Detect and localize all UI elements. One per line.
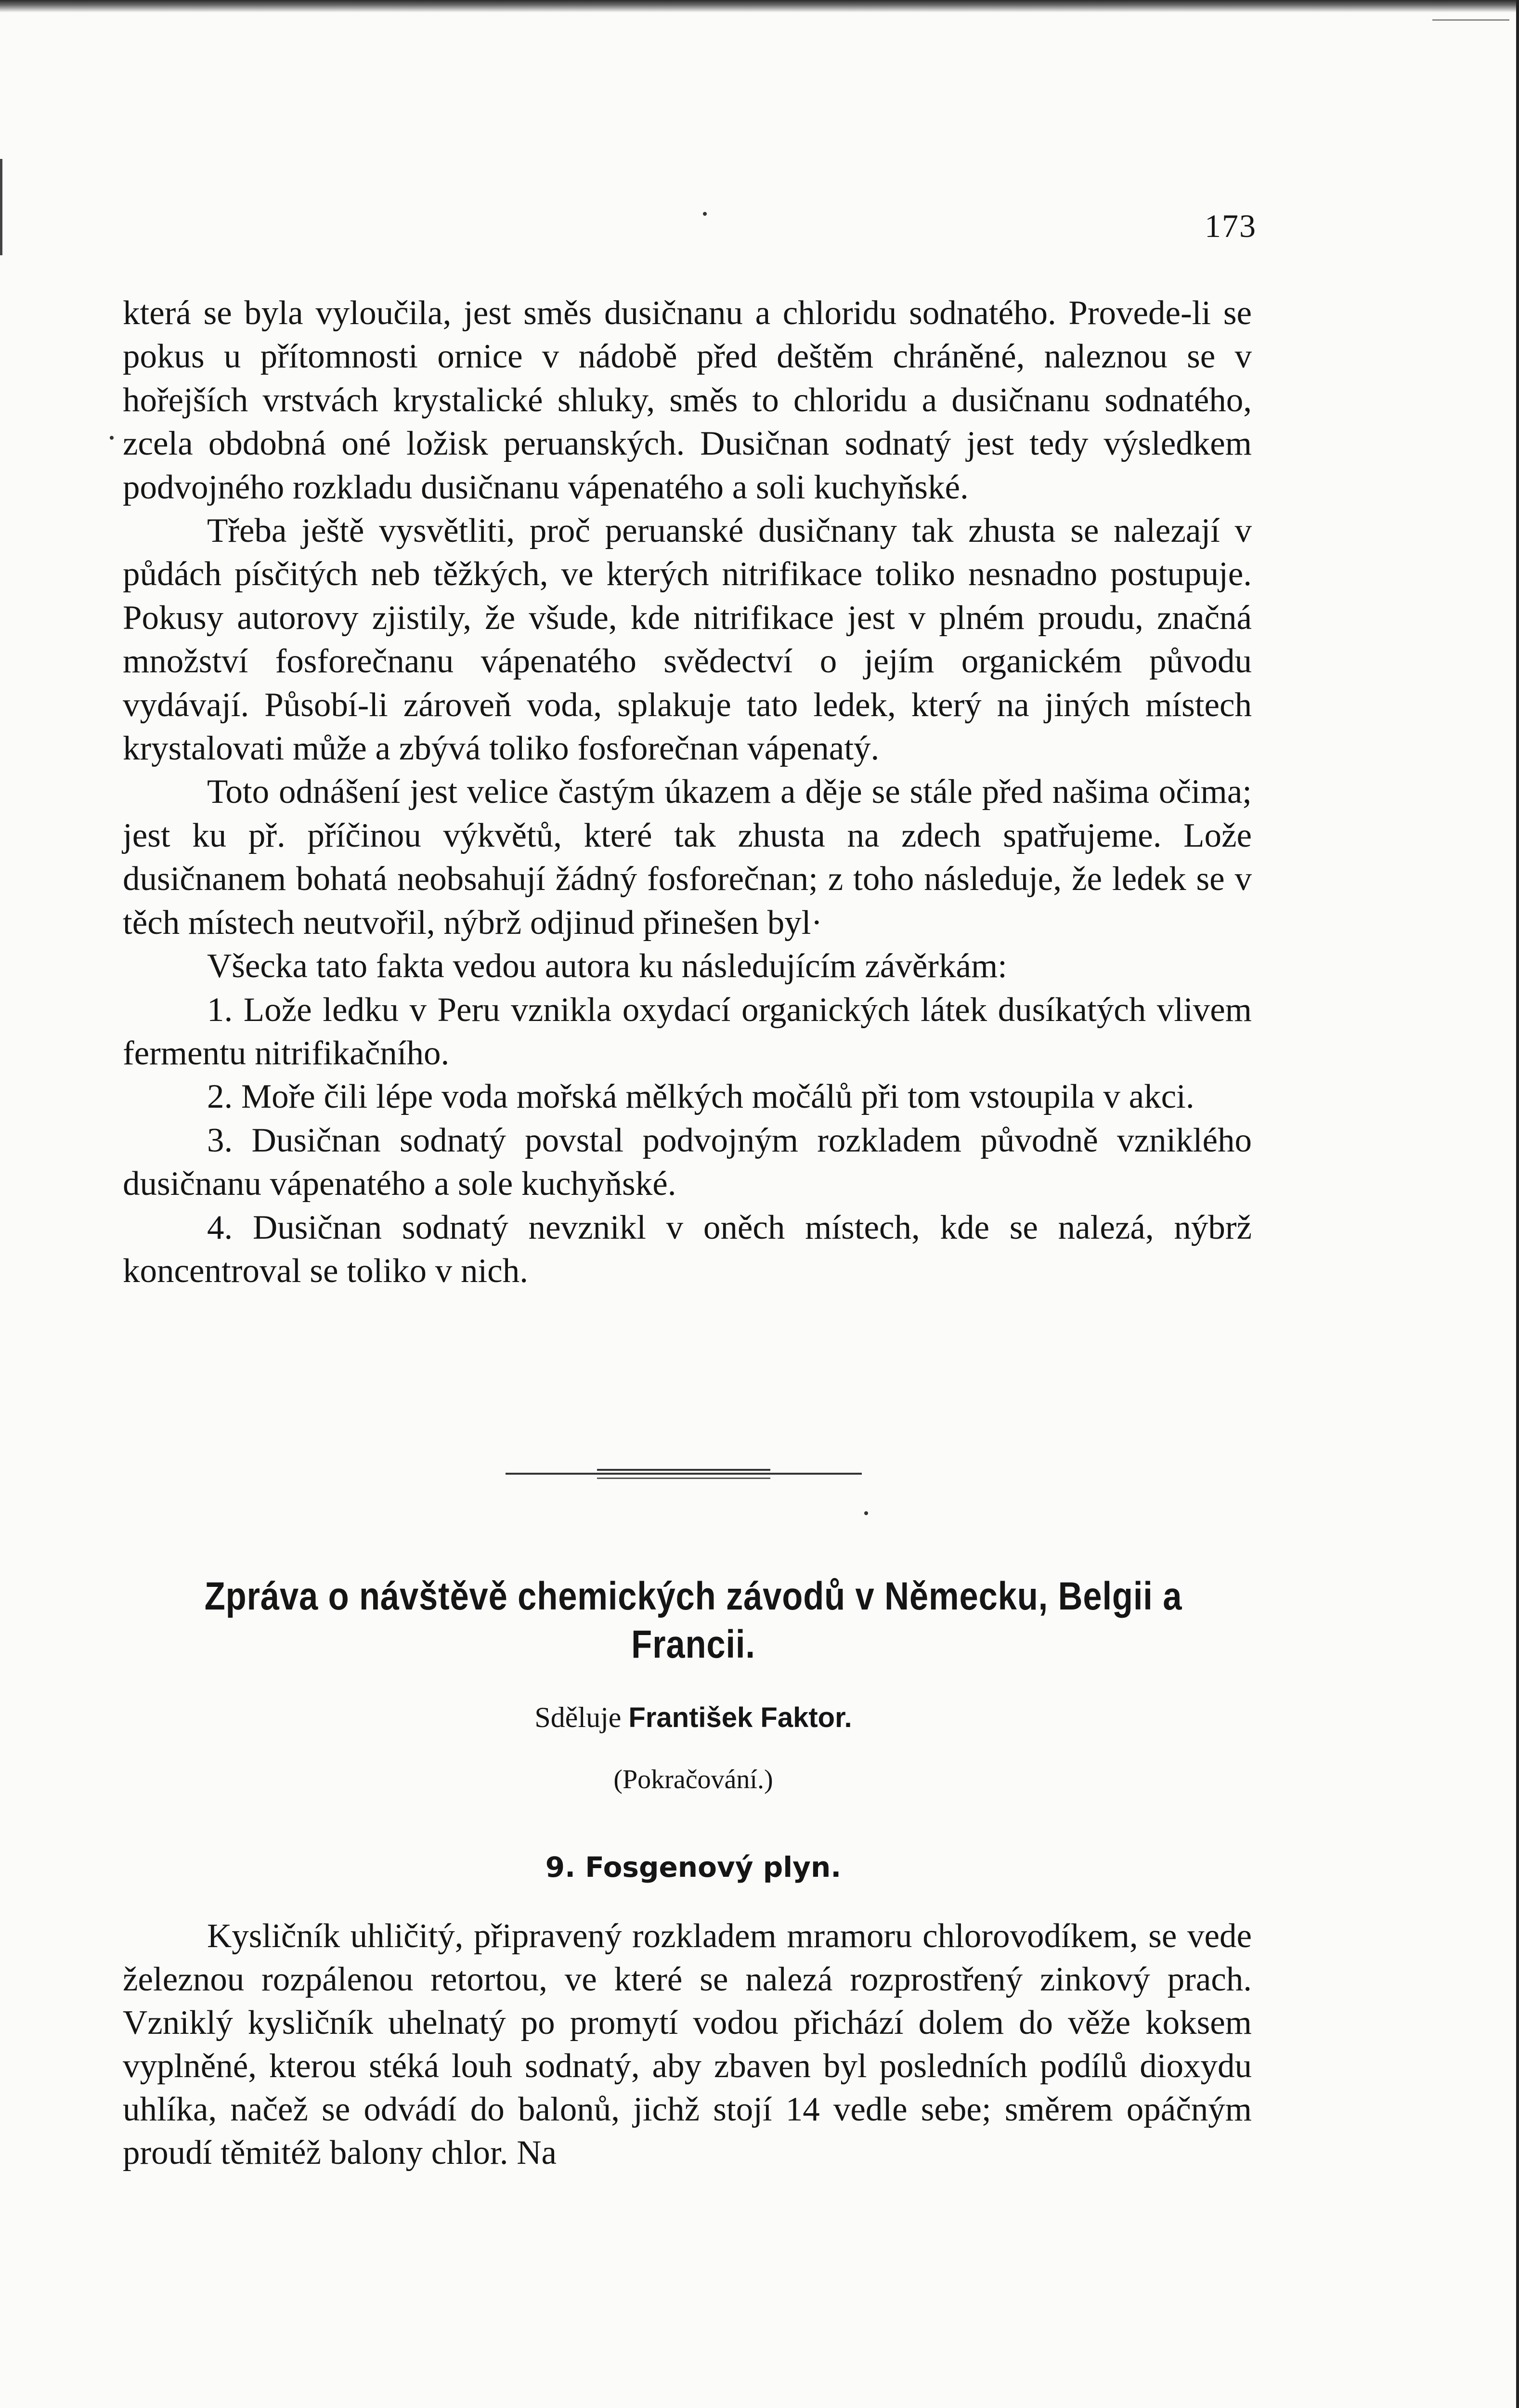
author-prefix: Sděluje — [534, 1701, 622, 1733]
divider-line — [506, 1473, 862, 1475]
page-number: 173 — [1205, 208, 1257, 244]
upper-text-block — [123, 291, 1252, 1293]
ink-speck — [703, 212, 707, 216]
scan-edge-top — [0, 0, 1519, 13]
ink-speck — [864, 1511, 868, 1515]
paragraph: Kysličník uhličitý, připravený rozkladem mramoru chlorovodíkem, se vede železnou rozpálenou retortou, ve které se nalezá rozprostřený zinkový prach. Vzniklý kysličník uhelnatý po promytí vodou přichází dolem do věže koksem vyplněné, kterou stéká louh sodnatý, aby zbaven byl posledních podílů dioxydu uhlíka, načež se odvádí do balonů, jichž stojí 14 vedle sebe; směrem opáčným proudí těmitéž balony chlor. Na — [123, 1917, 1252, 2172]
list-item: 4. Dusičnan sodnatý nevznikl v oněch místech, kde se nalezá, nýbrž koncentroval se toliko v nich. — [123, 1208, 1252, 1290]
section-divider — [506, 1469, 862, 1483]
divider-line — [597, 1469, 770, 1471]
list-item: 3. Dusičnan sodnatý povstal podvojným rozkladem původně vzniklého dusičnanu vápenatého a sole kuchyňské. — [123, 1121, 1252, 1203]
ink-speck — [110, 436, 114, 440]
list-item: 1. Lože ledku v Peru vznikla oxydací organických látek dusíkatých vlivem fermentu nitrifikačního. — [123, 991, 1252, 1072]
paragraph: Třeba ještě vysvětliti, proč peruanské dusičnany tak zhusta se nalezají v půdách písčitých neb těžkých, ve kterých nitrifikace toliko nesnadno postupuje. Pokusy autorovy zjistily, že všude, kde nitrifikace jest v plném proudu, značná množství fosforečnanu vápenatého svědectví o jejím organickém původu vydávají. Působí-li zároveň voda, splakuje tato ledek, který na jiných místech krystalovati může a zbývá toliko fosforečnan vápenatý. — [123, 512, 1252, 768]
scan-edge-right — [1516, 0, 1519, 2408]
author-name: František Faktor. — [628, 1702, 852, 1733]
divider-line — [597, 1478, 770, 1479]
corner-mark — [1432, 19, 1509, 54]
article-title: Zpráva o návštěvě chemických závodů v Německu, Belgii a Francii. — [204, 1574, 1182, 1666]
section-heading: 9. Fosgenový plyn. — [545, 1851, 842, 1884]
paragraph: Všecka tato fakta vedou autora ku následujícím závěrkám: — [207, 947, 1007, 985]
list-item: 2. Moře čili lépe voda mořská mělkých močálů při tom vstoupila v akci. — [207, 1078, 1194, 1116]
continuation-note: (Pokračování.) — [613, 1765, 773, 1794]
article-text-block — [123, 1914, 1252, 2174]
author-line — [337, 1700, 1050, 1735]
paragraph: Toto odnášení jest velice častým úkazem a děje se stále před našima očima; jest ku př. příčinou výkvětů, které tak zhusta na zdech spatřujeme. Lože dusičnanem bohatá neobsahují žádný fosforečnan; z toho následuje, že ledek se v těch místech neutvořil, nýbrž odjinud přinešen byl· — [123, 773, 1252, 942]
scan-edge-left — [0, 159, 2, 255]
paragraph: která se byla vyloučila, jest směs dusičnanu a chloridu sodnatého. Provede-li se pokus u přítomnosti ornice v nádobě před deštěm chráněné, naleznou se v hořejších vrstvách krystalické shluky, směs to chloridu a dusičnanu sodnatého, zcela obdobná oné ložisk peruanských. Dusičnan sodnatý jest tedy výsledkem podvojného rozkladu dusičnanu vápenatého a soli kuchyňské. — [123, 294, 1252, 506]
